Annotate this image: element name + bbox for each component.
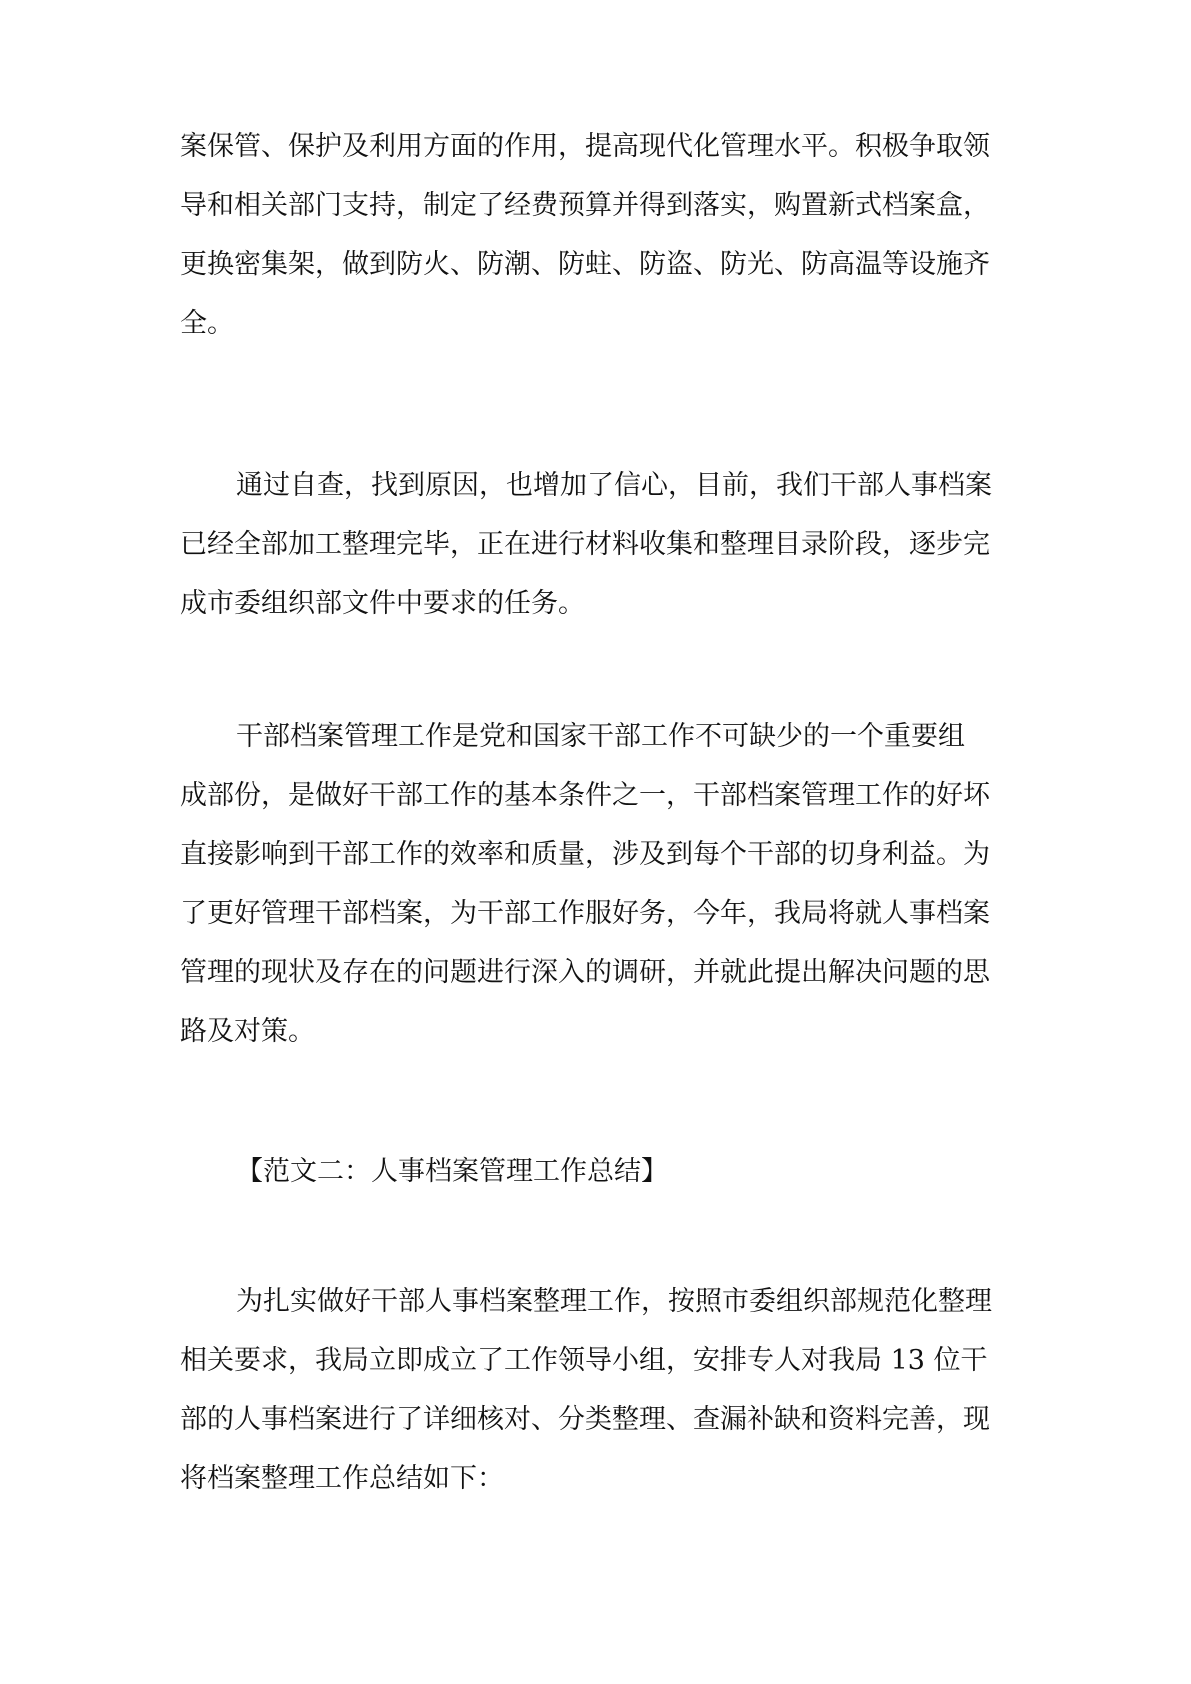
paragraph-archive-protection bbox=[180, 117, 1015, 353]
paragraph-line: 全。 bbox=[180, 308, 234, 339]
paragraph-line: 直接影响到干部工作的效率和质量，涉及到每个干部的切身利益。为 bbox=[180, 839, 990, 870]
paragraph-line: 成市委组织部文件中要求的任务。 bbox=[180, 588, 585, 619]
paragraph-summary-intro bbox=[180, 1272, 1015, 1508]
paragraph-line: 干部档案管理工作是党和国家干部工作不可缺少的一个重要组 bbox=[236, 721, 965, 752]
paragraph-line: 成部份，是做好干部工作的基本条件之一，干部档案管理工作的好坏 bbox=[180, 780, 990, 811]
paragraph-line: 通过自查，找到原因，也增加了信心，目前，我们干部人事档案 bbox=[236, 470, 992, 501]
paragraph-line: 为扎实做好干部人事档案整理工作，按照市委组织部规范化整理 bbox=[236, 1286, 992, 1317]
paragraph-line: 部的人事档案进行了详细核对、分类整理、查漏补缺和资料完善，现 bbox=[180, 1404, 990, 1435]
paragraph-line: 了更好管理干部档案，为干部工作服好务，今年，我局将就人事档案 bbox=[180, 898, 990, 929]
paragraph-line: 已经全部加工整理完毕，正在进行材料收集和整理目录阶段，逐步完 bbox=[180, 529, 990, 560]
paragraph-line: 管理的现状及存在的问题进行深入的调研，并就此提出解决问题的思 bbox=[180, 957, 990, 988]
paragraph-line: 导和相关部门支持，制定了经费预算并得到落实，购置新式档案盒， bbox=[180, 190, 990, 221]
paragraph-line: 案保管、保护及利用方面的作用，提高现代化管理水平。积极争取领 bbox=[180, 131, 990, 162]
paragraph-line: 更换密集架，做到防火、防潮、防蛀、防盗、防光、防高温等设施齐 bbox=[180, 249, 990, 280]
section-heading-text: 【范文二：人事档案管理工作总结】 bbox=[236, 1156, 668, 1187]
paragraph-line: 相关要求，我局立即成立了工作领导小组，安排专人对我局 13 位干 bbox=[180, 1345, 988, 1376]
paragraph-self-inspection bbox=[180, 456, 1015, 633]
section-heading bbox=[180, 1142, 1015, 1201]
paragraph-line: 将档案整理工作总结如下： bbox=[180, 1463, 504, 1494]
paragraph-line: 路及对策。 bbox=[180, 1016, 315, 1047]
paragraph-archive-importance bbox=[180, 707, 1015, 1061]
